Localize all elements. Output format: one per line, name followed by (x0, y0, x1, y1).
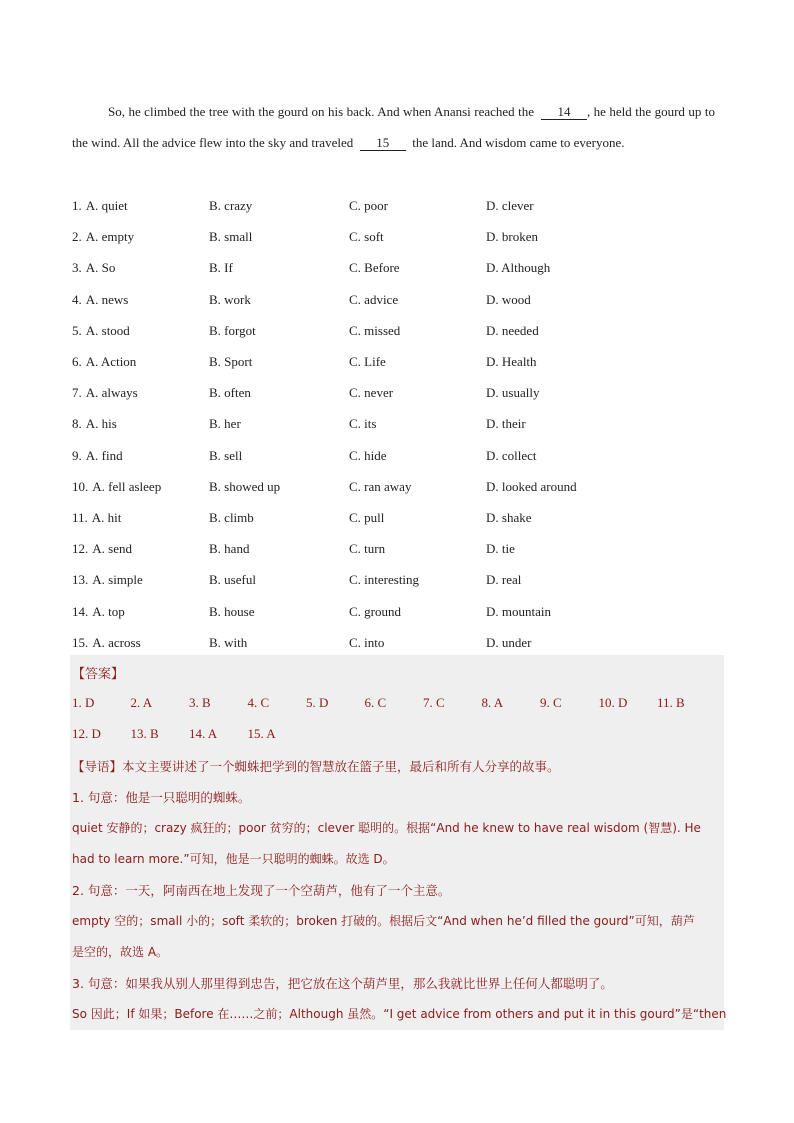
option-a: A. find (85, 447, 123, 463)
question-number: 8. (72, 416, 82, 432)
question-number: 14. (72, 603, 89, 619)
option-a: A. simple (92, 572, 143, 588)
question-row (72, 508, 712, 528)
option-c: C. pull (349, 510, 385, 525)
option-c: C. interesting (349, 572, 420, 588)
option-d: D. tie (486, 541, 515, 557)
option-b: B. often (209, 385, 251, 401)
question-row (72, 414, 712, 434)
option-c: C. turn (349, 541, 386, 557)
option-d: D. usually (486, 385, 540, 401)
question-number: 9. (72, 447, 82, 463)
option-c: C. its (349, 416, 377, 432)
option-d: D. Although (486, 260, 551, 276)
question-row (72, 539, 712, 559)
guide-line (72, 757, 560, 775)
option-d: D. collect (486, 447, 537, 463)
option-d: D. looked around (486, 478, 577, 494)
question-row (72, 633, 712, 653)
option-b: B. climb (209, 510, 254, 525)
option-a: A. top (92, 603, 125, 619)
answer-item: 15. A (247, 726, 276, 741)
passage-text-a: So, he climbed the tree with the gourd on his back. And when Anansi reached the (108, 104, 535, 119)
option-a: A. hit (91, 510, 122, 525)
option-a: A. quiet (85, 198, 128, 213)
question-number: 10. (72, 478, 89, 494)
question-number: 2. (72, 229, 82, 245)
question-number-and-option-a (72, 383, 138, 403)
passage-text-b: , he held the gourd up to the wind. All the advice flew into the sky and traveled (72, 104, 715, 150)
option-a: A. So (85, 260, 116, 276)
option-c: C. Life (349, 354, 386, 369)
option-b: B. hand (209, 541, 250, 557)
answer-section (70, 655, 727, 1030)
question-number: 12. (72, 541, 89, 557)
question-number-and-option-a (72, 352, 136, 372)
answer-row-1 (72, 695, 712, 715)
question-number-and-option-a (72, 321, 130, 341)
explanation-3-title: 3. 句意：如果我从别人那里得到忠告，把它放在这个葫芦里，那么我就比世界上任何人都聪明了。 (72, 976, 613, 991)
option-d: D. mountain (486, 603, 551, 619)
question-number-and-option-a (72, 414, 117, 434)
answer-item: 2. A (130, 695, 153, 710)
option-b: B. sell (209, 447, 243, 463)
answer-item: 7. C (423, 695, 445, 710)
question-row (72, 383, 712, 403)
question-number: 11. (72, 510, 88, 525)
answer-item: 1. D (72, 695, 95, 710)
explanation-1-line-1: quiet 安静的；crazy 疯狂的；poor 贫穷的；clever 聪明的。根据“And he knew to have real wisdom (智慧). He (72, 821, 701, 835)
answer-item: 4. C (247, 695, 270, 710)
answer-item: 11. B (657, 695, 685, 710)
option-b: B. If (209, 260, 233, 276)
question-number-and-option-a (72, 258, 115, 278)
option-c: C. missed (349, 322, 401, 338)
explanation-2-line-2: 是空的，故选 A。 (72, 945, 169, 959)
question-row (72, 258, 712, 278)
option-a: A. fell asleep (92, 478, 162, 494)
answer-item: 3. B (189, 695, 211, 710)
question-number-and-option-a (72, 508, 121, 528)
answer-item: 5. D (306, 695, 329, 710)
question-number-and-option-a (72, 633, 141, 653)
answer-item: 14. A (189, 726, 218, 741)
option-a: A. Action (85, 354, 137, 369)
explanation-1-title: 1. 句意：他是一只聪明的蜘蛛。 (72, 790, 251, 805)
question-number: 15. (72, 634, 89, 650)
option-c: C. hide (349, 447, 387, 463)
question-number-and-option-a (72, 446, 123, 466)
question-row (72, 602, 712, 622)
option-d: D. wood (486, 291, 531, 307)
option-d: D. real (486, 572, 522, 588)
question-number-and-option-a (72, 196, 128, 216)
question-number: 3. (72, 260, 82, 276)
answer-item: 8. A (481, 695, 504, 710)
question-number: 6. (72, 354, 82, 369)
passage-text-c: the land. And wisdom came to everyone. (412, 135, 625, 150)
passage-paragraph (72, 96, 715, 158)
answer-item: 9. C (540, 695, 562, 710)
option-a: A. across (92, 634, 141, 650)
option-c: C. never (349, 385, 394, 401)
explanation-1-line-2: had to learn more.”可知，他是一只聪明的蜘蛛。故选 D。 (72, 852, 395, 866)
option-a: A. empty (85, 229, 135, 245)
option-b: B. with (209, 634, 248, 650)
question-number-and-option-a (72, 539, 132, 559)
question-number: 1. (72, 198, 82, 213)
answer-item: 13. B (130, 726, 159, 741)
option-c: C. advice (349, 291, 399, 307)
question-number: 7. (72, 385, 82, 401)
question-number-and-option-a (72, 602, 125, 622)
option-d: D. their (486, 416, 526, 432)
option-b: B. forgot (209, 322, 256, 338)
question-number-and-option-a (72, 477, 161, 497)
option-a: A. send (92, 541, 132, 557)
blank-15: 15 (360, 136, 406, 151)
question-row (72, 446, 712, 466)
question-number: 4. (72, 291, 82, 307)
option-a: A. stood (85, 322, 130, 338)
guide-heading: 【导语】 (72, 759, 123, 774)
option-c: C. into (349, 634, 385, 650)
explanation-2-title: 2. 句意：一天，阿南西在地上发现了一个空葫芦，他有了一个主意。 (72, 883, 451, 898)
option-a: A. news (85, 291, 129, 307)
option-d: D. shake (486, 510, 532, 525)
option-a: A. always (85, 385, 138, 401)
answer-heading: 【答案】 (72, 667, 125, 682)
option-c: C. poor (349, 198, 388, 213)
option-c: C. Before (349, 260, 400, 276)
question-row (72, 290, 712, 310)
option-b: B. small (209, 229, 253, 245)
question-number: 5. (72, 322, 82, 338)
option-d: D. clever (486, 198, 534, 213)
option-d: D. broken (486, 229, 538, 245)
option-c: C. ground (349, 603, 401, 619)
option-c: C. ran away (349, 478, 412, 494)
explanation-3-line-1: So 因此；If 如果；Before 在……之前；Although 虽然。“I get advice from others and put it in this gourd”是“then (72, 1007, 727, 1021)
blank-14: 14 (541, 105, 587, 120)
option-b: B. showed up (209, 478, 281, 494)
question-row (72, 321, 712, 341)
option-b: B. work (209, 291, 251, 307)
question-number-and-option-a (72, 227, 134, 247)
answer-item: 6. C (364, 695, 387, 710)
question-row (72, 352, 712, 372)
option-b: B. her (209, 416, 241, 432)
option-d: D. under (486, 634, 532, 650)
option-b: B. Sport (209, 354, 253, 369)
option-b: B. useful (209, 572, 256, 588)
question-row (72, 477, 712, 497)
answer-item: 10. D (598, 695, 628, 710)
question-row (72, 570, 712, 590)
option-a: A. his (85, 416, 117, 432)
option-b: B. crazy (209, 198, 253, 213)
guide-text: 本文主要讲述了一个蜘蛛把学到的智慧放在篮子里，最后和所有人分享的故事。 (122, 759, 560, 774)
question-number-and-option-a (72, 570, 143, 590)
option-b: B. house (209, 603, 255, 619)
question-row (72, 227, 712, 247)
question-row (72, 196, 712, 216)
question-number-and-option-a (72, 290, 128, 310)
option-d: D. needed (486, 322, 539, 338)
question-number: 13. (72, 572, 89, 588)
explanation-2-line-1: empty 空的；small 小的；soft 柔软的；broken 打破的。根据后文“And when he’d filled the gourd”可知，葫芦 (72, 914, 695, 928)
answer-row-2 (72, 726, 712, 746)
option-d: D. Health (486, 354, 537, 369)
answer-item: 12. D (72, 726, 101, 741)
option-c: C. soft (349, 229, 384, 245)
